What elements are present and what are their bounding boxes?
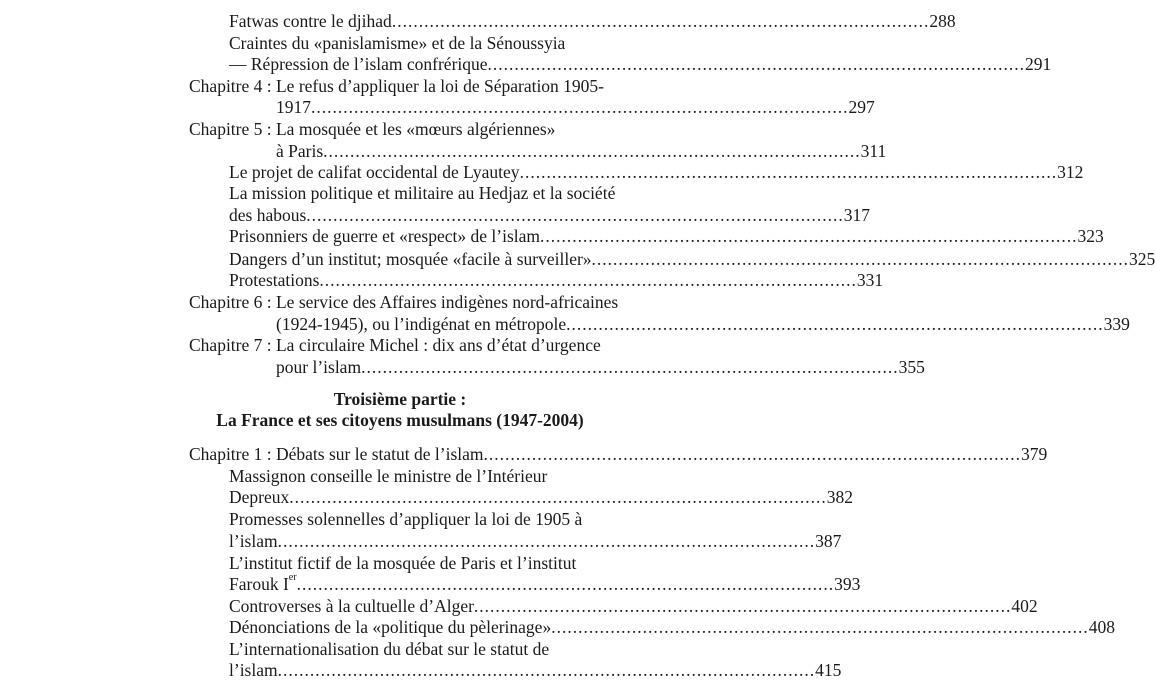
toc-entry bbox=[229, 10, 956, 32]
toc-entry bbox=[229, 161, 1084, 183]
toc-entry bbox=[229, 53, 1052, 75]
entry-page: 402 bbox=[1011, 595, 1038, 616]
entry-title: Fatwas contre le djihad bbox=[229, 10, 392, 31]
entry-title-text: Farouk I bbox=[229, 573, 289, 594]
entry-page: 325 bbox=[1129, 248, 1155, 269]
toc-entry bbox=[229, 225, 1104, 247]
leader-dots: .................................................................................................... bbox=[540, 226, 1078, 247]
toc-chapter bbox=[276, 313, 1130, 335]
leader-dots: .................................................................................................... bbox=[519, 162, 1058, 183]
entry-page: 331 bbox=[856, 269, 884, 290]
entry-title: Le projet de califat occidental de Lyautey bbox=[229, 162, 520, 183]
entry-title: Dangers d’un institut; mosquée «facile à surveiller» bbox=[229, 248, 592, 269]
entry-title: Promesses solennelles d’appliquer la loi de 1905 à bbox=[229, 509, 583, 530]
entry-page: 323 bbox=[1077, 226, 1104, 247]
leader-dots: .................................................................................................... bbox=[289, 487, 827, 508]
leader-dots: .................................................................................................... bbox=[323, 141, 861, 161]
leader-dots: .................................................................................................... bbox=[306, 205, 844, 226]
entry-page: 415 bbox=[815, 660, 842, 680]
chapter-title: Chapitre 4 : Le refus d’appliquer la loi de Séparation 1905- bbox=[189, 75, 605, 96]
leader-dots: .................................................................................................... bbox=[391, 10, 930, 31]
chapter-page: 379 bbox=[1021, 444, 1048, 465]
toc-entry bbox=[229, 552, 576, 574]
toc-entry bbox=[229, 659, 842, 681]
toc-entry bbox=[229, 182, 615, 204]
toc-chapter bbox=[276, 356, 925, 378]
entry-title: Craintes du «panislamisme» et de la Sénoussyia bbox=[229, 32, 566, 53]
toc-chapter bbox=[276, 140, 887, 162]
toc-entry bbox=[229, 508, 582, 530]
chapter-title: Chapitre 7 : La circulaire Michel : dix ans d’état d’urgence bbox=[189, 334, 601, 355]
chapter-title: à Paris bbox=[276, 141, 324, 161]
toc-entry bbox=[229, 616, 1115, 638]
toc-entry bbox=[229, 638, 549, 660]
toc-chapter bbox=[189, 334, 601, 356]
part-heading-line1: Troisième partie : bbox=[333, 388, 467, 409]
leader-dots: .................................................................................................... bbox=[591, 248, 1130, 269]
toc-chapter bbox=[189, 118, 555, 140]
chapter-title: (1924-1945), ou l’indigénat en métropole bbox=[276, 313, 567, 334]
entry-title: L’institut fictif de la mosquée de Paris et l’institut bbox=[229, 552, 577, 573]
entry-page: 387 bbox=[815, 530, 842, 551]
toc-entry bbox=[229, 32, 565, 54]
chapter-page: 355 bbox=[898, 356, 925, 377]
toc-entry bbox=[229, 204, 871, 226]
leader-dots: .................................................................................................... bbox=[319, 269, 857, 290]
chapter-page: 311 bbox=[860, 141, 887, 161]
entry-title: — Répression de l’islam confrérique bbox=[229, 53, 488, 74]
entry-page: 393 bbox=[834, 573, 861, 594]
entry-page: 288 bbox=[929, 10, 956, 31]
toc-chapter bbox=[189, 443, 1048, 465]
toc-entry bbox=[229, 530, 842, 552]
leader-dots: .................................................................................................... bbox=[277, 530, 816, 551]
chapter-page: 339 bbox=[1103, 313, 1130, 334]
leader-dots: .................................................................................................... bbox=[361, 356, 899, 377]
leader-dots: .................................................................................................... bbox=[551, 616, 1089, 637]
toc-entry bbox=[229, 571, 861, 595]
chapter-title: Chapitre 5 : La mosquée et les «mœurs algériennes» bbox=[189, 119, 556, 139]
toc-entry bbox=[229, 595, 1038, 617]
entry-page: 382 bbox=[826, 487, 854, 508]
chapter-title: 1917 bbox=[276, 96, 311, 117]
chapter-title: pour l’islam bbox=[276, 356, 362, 377]
entry-title: l’islam bbox=[229, 660, 278, 680]
entry-title: Depreux bbox=[229, 487, 290, 508]
toc-entry bbox=[229, 269, 884, 291]
entry-title: Dénonciations de la «politique du pèlerinage» bbox=[229, 616, 552, 637]
toc-entry bbox=[229, 486, 854, 508]
entry-page: 312 bbox=[1057, 162, 1084, 183]
chapter-title: Chapitre 1 : Débats sur le statut de l’islam bbox=[189, 444, 484, 465]
entry-title: l’islam bbox=[229, 530, 278, 551]
leader-dots: .................................................................................................... bbox=[473, 595, 1012, 616]
leader-dots: .................................................................................................... bbox=[483, 444, 1022, 465]
part-heading-line2: La France et ses citoyens musulmans (1947-2004) bbox=[216, 409, 584, 430]
entry-title: Massignon conseille le ministre de l’Intérieur bbox=[229, 466, 548, 487]
toc-entry bbox=[229, 248, 1155, 270]
superscript: er bbox=[288, 571, 297, 583]
entry-title: Protestations bbox=[229, 269, 320, 290]
leader-dots: .................................................................................................... bbox=[296, 573, 835, 594]
entry-title: Controverses à la cultuelle d’Alger bbox=[229, 595, 474, 616]
chapter-page: 297 bbox=[848, 96, 875, 117]
entry-title: L’internationalisation du débat sur le statut de bbox=[229, 638, 550, 659]
leader-dots: .................................................................................................... bbox=[311, 96, 849, 117]
leader-dots: .................................................................................................... bbox=[566, 313, 1104, 334]
entry-title: Prisonniers de guerre et «respect» de l’islam bbox=[229, 226, 541, 247]
toc-chapter bbox=[189, 75, 604, 97]
entry-page: 291 bbox=[1025, 53, 1052, 74]
leader-dots: .................................................................................................... bbox=[487, 53, 1026, 74]
chapter-title: Chapitre 6 : Le service des Affaires indigènes nord-africaines bbox=[189, 291, 619, 312]
toc-chapter bbox=[276, 96, 875, 118]
entry-title: La mission politique et militaire au Hedjaz et la société bbox=[229, 183, 616, 204]
leader-dots: .................................................................................................... bbox=[277, 660, 816, 680]
toc-entry bbox=[229, 465, 547, 487]
entry-page: 408 bbox=[1088, 616, 1115, 637]
toc-chapter bbox=[189, 291, 618, 313]
entry-page: 317 bbox=[843, 205, 871, 226]
entry-title bbox=[229, 573, 297, 595]
entry-title: des habous bbox=[229, 205, 307, 226]
